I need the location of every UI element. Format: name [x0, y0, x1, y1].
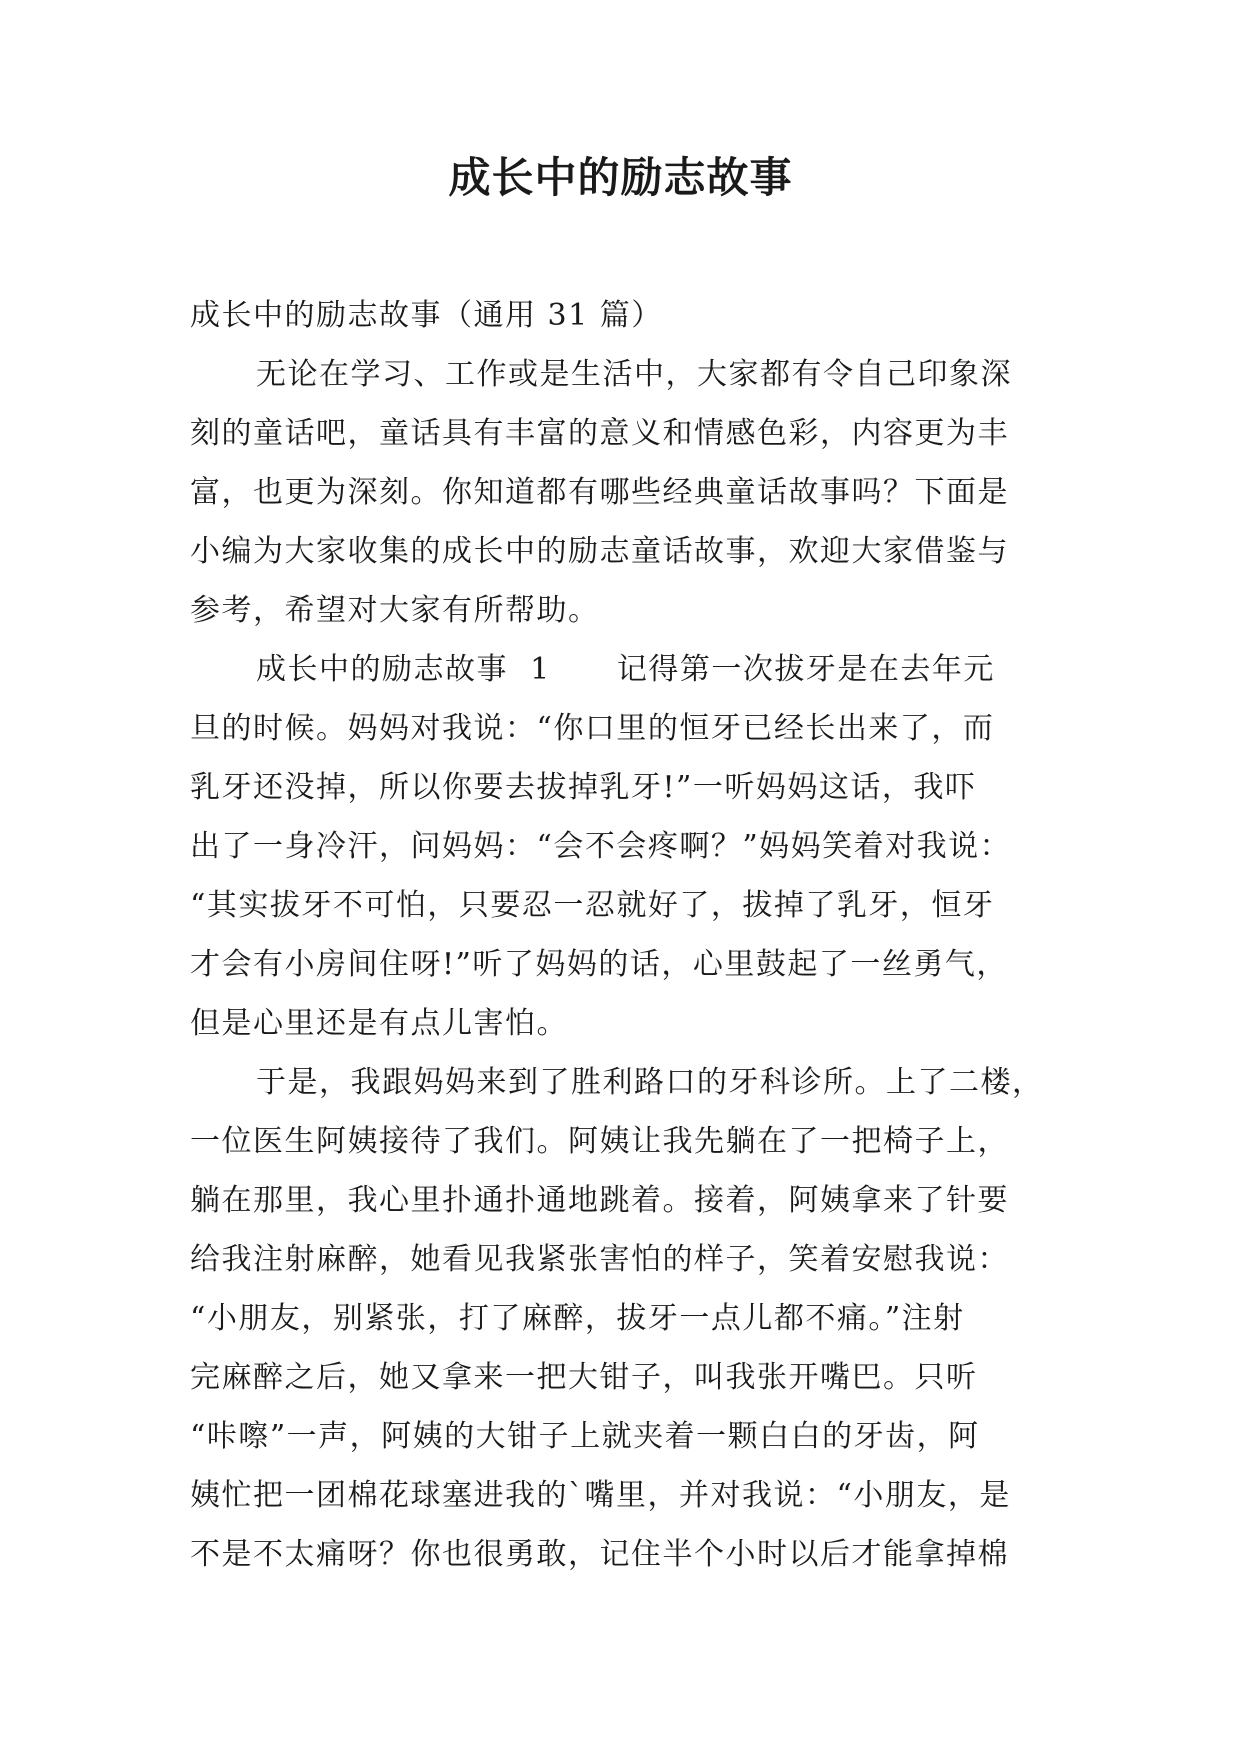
paragraph-line: 旦的时候。妈妈对我说：“你口里的恒牙已经长出来了，而 — [190, 711, 995, 746]
paragraph-line: 于是，我跟妈妈来到了胜利路口的牙科诊所。上了二楼， — [256, 1065, 1044, 1100]
paragraph-line: 但是心里还是有点儿害怕。 — [190, 1006, 568, 1041]
paragraph-line: 姨忙把一团棉花球塞进我的`嘴里，并对我说：“小朋友，是 — [190, 1478, 1011, 1513]
paragraph-line: 乳牙还没掉，所以你要去拔掉乳牙!”一听妈妈这话，我吓 — [190, 770, 977, 805]
paragraph-line: 刻的童话吧，童话具有丰富的意义和情感色彩，内容更为丰 — [190, 416, 1009, 451]
paragraph-line: 小编为大家收集的成长中的励志童话故事，欢迎大家借鉴与 — [190, 534, 1009, 569]
paragraph-line: 才会有小房间住呀!”听了妈妈的话，心里鼓起了一丝勇气， — [190, 947, 1008, 982]
document-body — [190, 286, 1050, 1584]
paragraph-line: 无论在学习、工作或是生活中，大家都有令自己印象深 — [256, 357, 1012, 392]
paragraph-line: “咔嚓”一声，阿姨的大钳子上就夹着一颗白白的牙齿，阿 — [190, 1419, 980, 1454]
subtitle-line: 成长中的励志故事（通用 31 篇） — [190, 298, 663, 333]
paragraph-line: “其实拔牙不可怕，只要忍一忍就好了，拔掉了乳牙，恒牙 — [190, 888, 995, 923]
paragraph-line: 参考，希望对大家有所帮助。 — [190, 593, 600, 628]
paragraph-line: 一位医生阿姨接待了我们。阿姨让我先躺在了一把椅子上， — [190, 1124, 1009, 1159]
paragraph-line: 完麻醉之后，她又拿来一把大钳子，叫我张开嘴巴。只听 — [190, 1360, 978, 1395]
paragraph-line: 不是不太痛呀？你也很勇敢，记住半个小时以后才能拿掉棉 — [190, 1537, 1009, 1572]
paragraph-line: “小朋友，别紧张，打了麻醉，拔牙一点儿都不痛。”注射 — [190, 1301, 965, 1336]
paragraph-line: 躺在那里，我心里扑通扑通地跳着。接着，阿姨拿来了针要 — [190, 1183, 1009, 1218]
section-heading-line: 成长中的励志故事 1 记得第一次拔牙是在去年元 — [256, 652, 995, 687]
document-title: 成长中的励志故事 — [448, 153, 793, 202]
paragraph-line: 富，也更为深刻。你知道都有哪些经典童话故事吗？下面是 — [190, 475, 1009, 510]
paragraph-line: 出了一身冷汗，问妈妈：“会不会疼啊？”妈妈笑着对我说： — [190, 829, 1012, 864]
paragraph-line: 给我注射麻醉，她看见我紧张害怕的样子，笑着安慰我说： — [190, 1242, 1009, 1277]
